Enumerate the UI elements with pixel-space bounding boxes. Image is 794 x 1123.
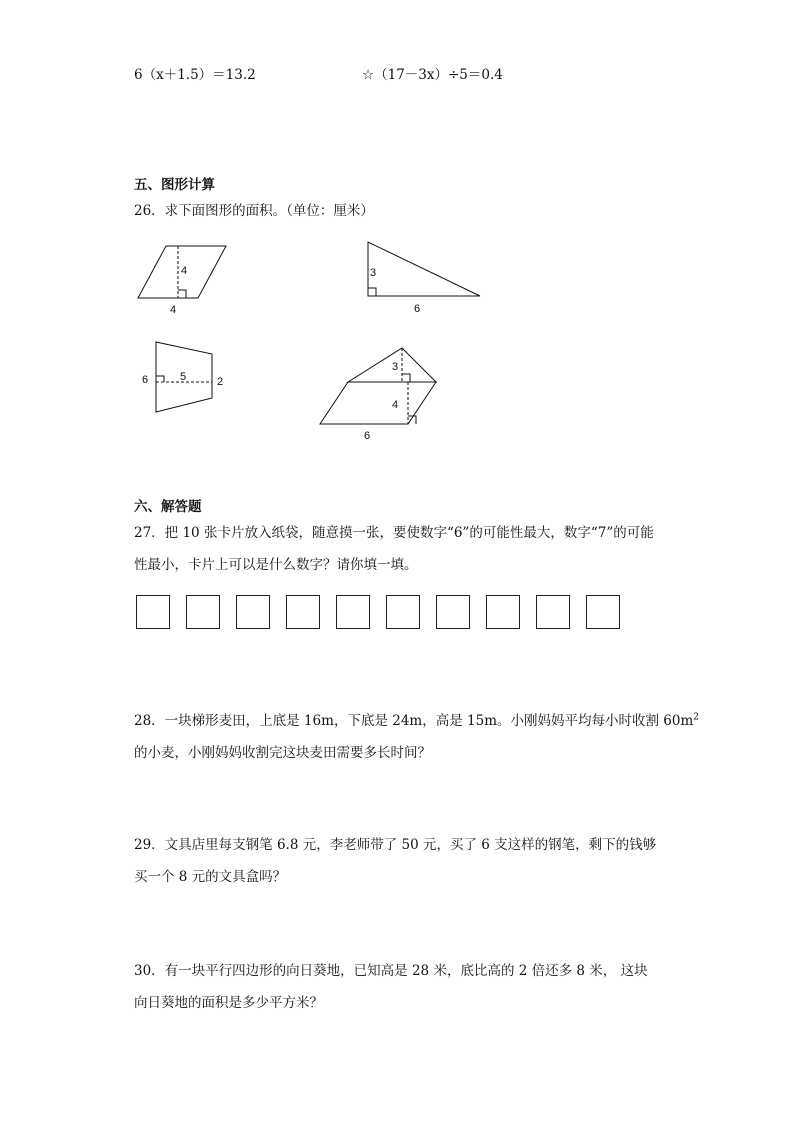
section-5-heading: 五、图形计算 (134, 177, 215, 193)
card-box[interactable] (286, 595, 320, 629)
superscript: 2 (693, 712, 699, 723)
equation-1: 6（x＋1.5）＝13.2 (134, 67, 256, 83)
card-box[interactable] (336, 595, 370, 629)
question-28-line-2: 的小麦，小刚妈妈收割完这块麦田需要多长时间？ (134, 745, 431, 761)
trapezoid-figure (138, 336, 238, 420)
card-box[interactable] (186, 595, 220, 629)
card-box[interactable] (486, 595, 520, 629)
equation-2: ☆（17－3x）÷5＝0.4 (362, 67, 503, 83)
parallelogram-base-label: 4 (170, 304, 177, 316)
section-6-heading: 六、解答题 (134, 499, 202, 515)
question-29-line-2: 买一个 8 元的文具盒吗？ (134, 869, 287, 885)
triangle-figure (360, 236, 490, 320)
question-28-text: 28．一块梯形麦田，上底是 16m，下底是 24m，高是 15m。小刚妈妈平均每小时收割 60m (134, 713, 694, 729)
composite-figure (312, 342, 448, 442)
trapezoid-left-label: 6 (142, 374, 149, 386)
question-27-line-1: 27．把 10 张卡片放入纸袋，随意摸一张，要使数字“6”的可能性最大，数字“7”的可能 (134, 525, 654, 541)
parallelogram-height-label: 4 (181, 265, 188, 277)
card-answer-boxes (136, 595, 626, 631)
trapezoid-right-label: 2 (217, 376, 224, 388)
parallelogram-figure (130, 238, 240, 318)
composite-base-label: 6 (364, 430, 371, 442)
card-box[interactable] (586, 595, 620, 629)
question-27-line-2: 性最小，卡片上可以是什么数字？请你填一填。 (134, 557, 418, 573)
card-box[interactable] (136, 595, 170, 629)
card-box[interactable] (436, 595, 470, 629)
question-30-line-2: 向日葵地的面积是多少平方米？ (134, 995, 323, 1011)
card-box[interactable] (386, 595, 420, 629)
triangle-height-label: 3 (370, 267, 377, 279)
question-26: 26．求下面图形的面积。（单位：厘米） (134, 203, 374, 219)
composite-upper-height-label: 3 (392, 361, 399, 373)
question-30-line-1: 30．有一块平行四边形的向日葵地，已知高是 28 米，底比高的 2 倍还多 8 米， 这块 (134, 963, 648, 979)
question-29-line-1: 29．文具店里每支钢笔 6.8 元，李老师带了 50 元，买了 6 支这样的钢笔，剩下的钱够 (134, 837, 657, 853)
card-box[interactable] (536, 595, 570, 629)
triangle-base-label: 6 (414, 303, 421, 315)
question-28-line-1 (134, 712, 699, 730)
composite-lower-height-label: 4 (392, 399, 399, 411)
card-box[interactable] (236, 595, 270, 629)
trapezoid-middle-label: 5 (180, 371, 187, 383)
